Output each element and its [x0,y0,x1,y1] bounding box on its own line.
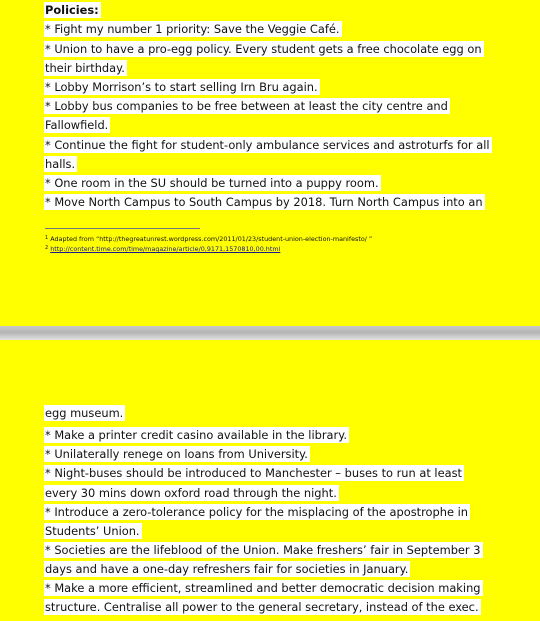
policy-line: every 30 mins down oxford road through the night. [45,486,337,500]
page-break [0,326,540,340]
policy-line: * Societies are the lifeblood of the Union. Make freshers’ fair in September 3 [45,543,481,557]
policy-line: * Unilaterally renege on loans from University. [45,447,308,461]
policy-line: * Fight my number 1 priority: Save the Veggie Café. [45,22,340,36]
policy-line: days and have a one-day refreshers fair for societies in January. [45,562,409,576]
policy-line: egg museum. [45,406,124,420]
policy-line: * Union to have a pro-egg policy. Every student gets a free chocolate egg on [45,42,482,56]
policies-heading: Policies: [45,3,99,17]
policy-line: * Night-buses should be introduced to Manchester – buses to run at least [45,466,462,480]
policy-line: Fallowfield. [45,118,109,132]
policy-line: Students’ Union. [45,524,140,538]
policy-line: * Lobby bus companies to be free between at least the city centre and [45,99,448,113]
policy-line: * Continue the fight for student-only ambulance services and astroturfs for all [45,138,490,152]
policy-line: * Make a more efficient, streamlined and better democratic decision making [45,581,481,595]
policy-line: * Lobby Morrison’s to start selling Irn Bru again. [45,80,318,94]
footnote-1: $^1$ Adapted from “http://thegreatunrest.wordpress.com/2011/01/23/student-union-election-manifesto/ ” [45,235,373,243]
policy-line: structure. Centralise all power to the general secretary, instead of the exec. [45,600,479,614]
footnote-2[interactable]: $^2$ http://content.time.com/time/magazine/article/0,9171,1570810,00.html [45,245,281,253]
policy-line: halls. [45,157,76,171]
policy-line: * One room in the SU should be turned into a puppy room. [45,176,379,190]
policy-line: their birthday. [45,61,125,75]
document-page-2 [0,340,540,621]
policy-line: * Introduce a zero-tolerance policy for the misplacing of the apostrophe in [45,505,468,519]
policy-line: * Move North Campus to South Campus by 2018. Turn North Campus into an [45,195,483,209]
policy-line: * Make a printer credit casino available in the library. [45,428,347,442]
footnote-separator [45,228,200,229]
